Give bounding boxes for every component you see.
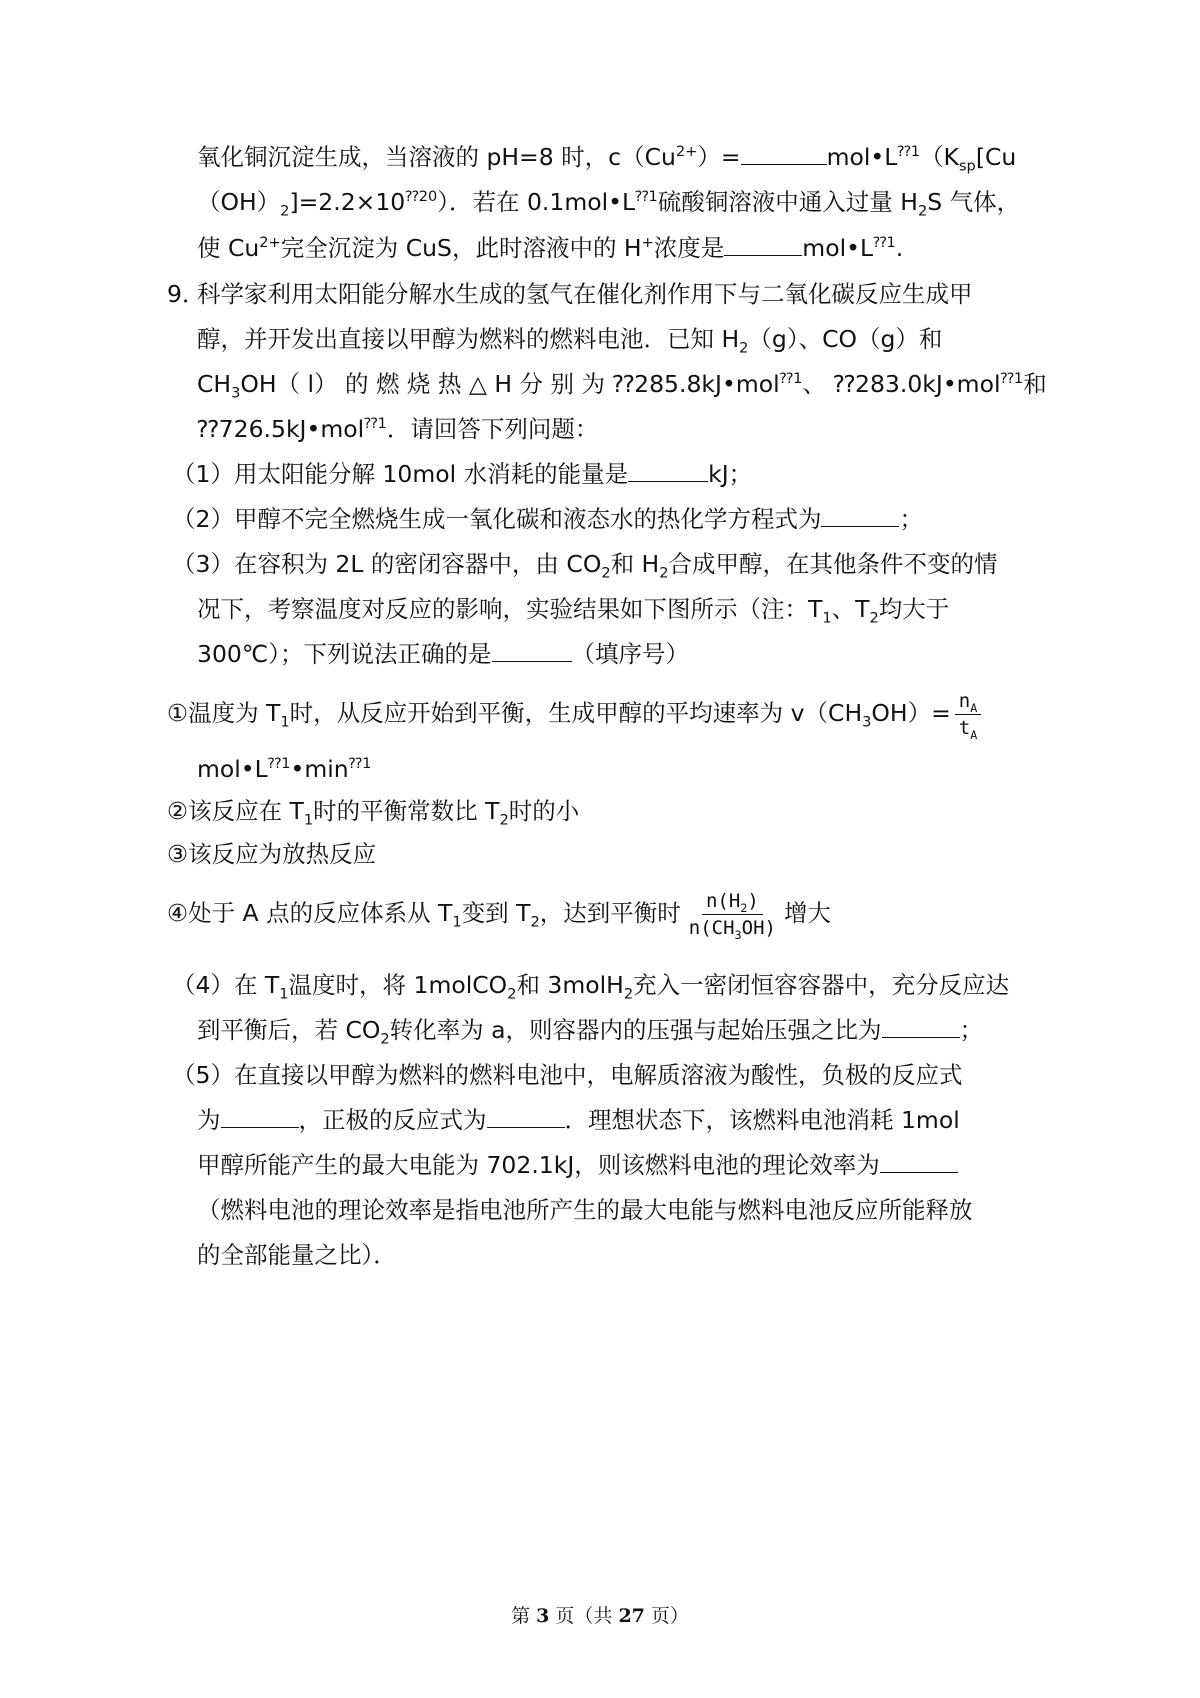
text: ，达到平衡时 bbox=[539, 899, 681, 927]
part-5-line-4 bbox=[197, 1193, 973, 1227]
answer-blank bbox=[741, 140, 827, 165]
subscript: 3 bbox=[231, 384, 241, 402]
text: 充入一密闭恒容容器中，充分反应达 bbox=[633, 971, 1010, 999]
fraction-numerator bbox=[702, 890, 763, 915]
fraction-nA-over-tA bbox=[955, 690, 982, 742]
subscript: 3 bbox=[862, 713, 872, 731]
subscript: 1 bbox=[303, 811, 314, 829]
text: （2）甲醇不完全燃烧生成一氧化碳和液态水的热化学方程式为 bbox=[172, 505, 822, 533]
text: ]=2.2×10 bbox=[289, 188, 406, 216]
subscript: 2 bbox=[740, 900, 748, 915]
text: 到平衡后，若 CO bbox=[197, 1016, 381, 1044]
text: ）．若在 0.1mol•L bbox=[437, 188, 636, 216]
text: n bbox=[958, 690, 971, 712]
answer-blank bbox=[492, 637, 572, 662]
text: 科学家利用太阳能分解水生成的氢气在催化剂作用下与二氧化碳反应生成甲 bbox=[197, 280, 973, 308]
text: 726.5kJ•mol bbox=[218, 415, 365, 443]
missing-glyph: ⁇ bbox=[197, 415, 219, 443]
superscript: + bbox=[641, 234, 654, 252]
superscript: ⁇1 bbox=[897, 143, 921, 161]
part-3-line-3 bbox=[197, 637, 689, 671]
text: ； bbox=[959, 1016, 984, 1044]
text: CH bbox=[197, 370, 232, 398]
text: 醇，并开发出直接以甲醇为燃料的燃料电池．已知 H bbox=[197, 325, 740, 353]
text: mol•L bbox=[197, 755, 268, 783]
text: 氧化铜沉淀生成，当溶液的 pH=8 时，c（Cu bbox=[197, 143, 676, 171]
superscript: ⁇1 bbox=[364, 415, 387, 433]
text: 和 bbox=[1023, 370, 1047, 398]
part-5-line-3 bbox=[197, 1148, 958, 1182]
subscript: 1 bbox=[452, 913, 462, 931]
text: 均大于 bbox=[878, 595, 950, 623]
text: ③该反应为放热反应 bbox=[167, 840, 377, 868]
answer-blank bbox=[628, 457, 708, 482]
text: 、 bbox=[802, 370, 834, 398]
part-5-line-2 bbox=[197, 1103, 960, 1137]
text: 283.0kJ•mol bbox=[855, 370, 1001, 398]
subscript: A bbox=[970, 700, 978, 715]
text: （5）在直接以甲醇为燃料的燃料电池中，电解质溶液为酸性，负极的反应式 bbox=[172, 1061, 963, 1089]
text: ）= bbox=[697, 143, 741, 171]
text: （3）在容积为 2L 的密闭容器中，由 CO bbox=[172, 550, 602, 578]
answer-blank bbox=[724, 231, 802, 256]
subscript: 2 bbox=[280, 202, 290, 220]
question-9-line-3 bbox=[197, 367, 1047, 401]
subscript: 1 bbox=[279, 985, 289, 1003]
subscript: 1 bbox=[280, 713, 290, 731]
text: ．理想状态下，该燃料电池消耗 1mol bbox=[564, 1106, 960, 1134]
text-line-1 bbox=[197, 140, 1016, 174]
fraction-denominator bbox=[685, 915, 780, 942]
superscript: ⁇1 bbox=[873, 234, 896, 252]
answer-blank bbox=[487, 1103, 565, 1128]
answer-blank bbox=[880, 1148, 958, 1173]
fraction-nH2-over-nCH3OH bbox=[685, 890, 780, 942]
subscript: 2 bbox=[499, 811, 509, 829]
question-number: 9． bbox=[167, 280, 206, 308]
subscript: 2 bbox=[530, 913, 540, 931]
part-5-line-5 bbox=[197, 1238, 397, 1272]
text: [Cu bbox=[975, 143, 1017, 171]
question-9-line-2 bbox=[197, 322, 942, 356]
text: 况下，考察温度对反应的影响，实验结果如下图所示（注：T bbox=[197, 595, 823, 623]
text: ②该反应在 T bbox=[167, 797, 304, 825]
subscript: A bbox=[970, 727, 978, 742]
answer-blank bbox=[882, 1013, 960, 1038]
superscript: ⁇1 bbox=[779, 370, 803, 388]
part-4-line-1 bbox=[172, 968, 1009, 1002]
fraction-denominator bbox=[955, 715, 982, 742]
option-1 bbox=[167, 690, 985, 742]
text: ．请回答下列问题： bbox=[386, 415, 599, 443]
text: （1）用太阳能分解 10mol 水消耗的能量是 bbox=[172, 460, 629, 488]
subscript: 3 bbox=[734, 927, 742, 942]
fraction-numerator bbox=[955, 690, 982, 715]
text: 285.8kJ•mol bbox=[634, 370, 780, 398]
answer-blank bbox=[221, 1103, 299, 1128]
superscript: 2+ bbox=[675, 143, 698, 161]
text: 浓度是 bbox=[653, 234, 725, 262]
page-number: 3 bbox=[536, 1605, 550, 1627]
missing-glyph: ⁇ bbox=[833, 370, 855, 398]
footer-text: 第 bbox=[511, 1605, 537, 1627]
subscript: 2 bbox=[623, 985, 634, 1003]
text: t bbox=[958, 717, 971, 739]
question-9-line-4 bbox=[197, 412, 598, 446]
text: 转化率为 a，则容器内的压强与起始压强之比为 bbox=[389, 1016, 882, 1044]
text: ④处于 A 点的反应体系从 T bbox=[167, 899, 453, 927]
part-5-line-1 bbox=[172, 1058, 962, 1092]
text: 、T bbox=[831, 595, 870, 623]
option-2 bbox=[167, 794, 579, 828]
subscript: 1 bbox=[822, 609, 832, 627]
text: 和 H bbox=[610, 550, 660, 578]
text: n(CH bbox=[688, 917, 735, 939]
subscript: 2 bbox=[659, 564, 669, 582]
text: 时，从反应开始到平衡，生成甲醇的平均速率为 v（CH bbox=[289, 699, 863, 727]
superscript: ⁇1 bbox=[267, 755, 291, 773]
text: 的全部能量之比）． bbox=[197, 1241, 397, 1269]
text: 完全沉淀为 CuS，此时溶液中的 H bbox=[280, 234, 642, 262]
superscript: ⁇1 bbox=[348, 755, 372, 773]
part-3-line-2 bbox=[197, 592, 949, 626]
subscript: 2 bbox=[739, 339, 749, 357]
part-1 bbox=[172, 457, 752, 491]
text: （4）在 T bbox=[172, 971, 280, 999]
subscript: 2 bbox=[869, 609, 879, 627]
part-2 bbox=[172, 502, 923, 536]
subscript: 2 bbox=[917, 202, 928, 220]
text: 时的平衡常数比 T bbox=[313, 797, 500, 825]
text: 甲醇所能产生的最大电能为 702.1kJ，则该燃料电池的理论效率为 bbox=[197, 1151, 880, 1179]
option-4 bbox=[167, 890, 831, 942]
option-1-units bbox=[197, 752, 371, 786]
footer-text: 页） bbox=[644, 1605, 689, 1627]
text: （K bbox=[920, 143, 959, 171]
superscript: ⁇1 bbox=[635, 188, 658, 206]
text: 硫酸铜溶液中通入过量 H bbox=[657, 188, 918, 216]
footer-text: 页（共 bbox=[549, 1605, 619, 1627]
text: ，正极的反应式为 bbox=[298, 1106, 487, 1134]
part-4-line-2 bbox=[197, 1013, 983, 1047]
text: 合成甲醇，在其他条件不变的情 bbox=[668, 550, 998, 578]
text: ) bbox=[747, 890, 759, 912]
text: 温度时，将 1molCO bbox=[288, 971, 508, 999]
text: 变到 T bbox=[461, 899, 531, 927]
superscript: ⁇20 bbox=[405, 188, 438, 206]
subscript: sp bbox=[958, 157, 976, 175]
option-3 bbox=[167, 837, 376, 871]
text: •min bbox=[290, 755, 349, 783]
subscript: 2 bbox=[601, 564, 611, 582]
subscript: 2 bbox=[380, 1030, 390, 1048]
text: （燃料电池的理论效率是指电池所产生的最大电能与燃料电池反应所能释放 bbox=[197, 1196, 973, 1224]
text: 300℃）；下列说法正确的是 bbox=[197, 640, 492, 668]
subscript: 2 bbox=[507, 985, 517, 1003]
part-3-line-1 bbox=[172, 547, 998, 581]
text: 为 bbox=[197, 1106, 221, 1134]
total-pages: 27 bbox=[618, 1605, 645, 1627]
text: （填序号） bbox=[571, 640, 689, 668]
answer-blank bbox=[821, 502, 899, 527]
text: 使 Cu bbox=[197, 234, 260, 262]
text: mol•L bbox=[826, 143, 898, 171]
text-line-3 bbox=[197, 231, 903, 265]
missing-glyph: ⁇ bbox=[612, 370, 635, 398]
text: S 气体， bbox=[927, 188, 1021, 216]
text: OH）= bbox=[871, 699, 951, 727]
text: （g）、CO（g）和 bbox=[748, 325, 943, 353]
text: mol•L bbox=[802, 234, 874, 262]
superscript: ⁇1 bbox=[1000, 370, 1024, 388]
text: ①温度为 T bbox=[167, 699, 281, 727]
text: ； bbox=[899, 505, 923, 533]
text: n(H bbox=[705, 890, 741, 912]
text: OH（ l） 的 燃 烧 热 △ H 分 别 为 bbox=[240, 370, 613, 398]
text-line-2 bbox=[197, 185, 1020, 219]
question-9-line-1 bbox=[197, 277, 973, 311]
superscript: 2+ bbox=[259, 234, 281, 252]
text: kJ； bbox=[708, 460, 753, 488]
text: 增大 bbox=[783, 899, 831, 927]
text: （OH） bbox=[197, 188, 281, 216]
text: . bbox=[895, 234, 904, 262]
text: 时的小 bbox=[508, 797, 580, 825]
text: 和 3molH bbox=[516, 971, 624, 999]
text: OH) bbox=[741, 917, 776, 939]
page-footer bbox=[0, 1604, 1200, 1628]
